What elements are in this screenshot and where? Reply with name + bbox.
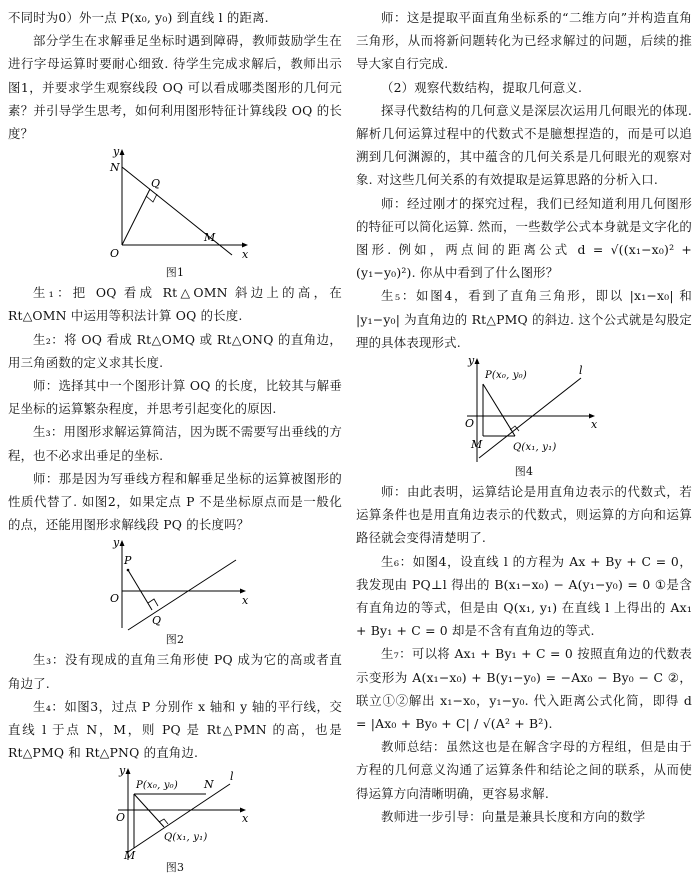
figure-1 [8,145,342,281]
paragraph: 不同时为0）外一点 P(x₀, y₀) 到直线 l 的距离. [8,10,269,25]
point-P [127,569,130,572]
figure-4-caption: 图4 [514,465,534,479]
paragraph: 师：那是因为写垂线方程和解垂足坐标的运算被图形的性质代替了. 如图2，如果定点 P 不是坐标原点而是一般化的点，还能用图形求解线段 PQ 的长度吗？ [8,470,342,533]
label-y: y [119,764,126,778]
right-column [356,6,692,828]
paragraph: 生₇：可以将 Ax₁ + By₁ + C = 0 按照直角边的代数表示变形为 A(x₁−x₀) + B(y₁−y₀) = −Ax₀ − By₀ − C ②，联立①②解出 x₁−x₀，y₁−y₀. 代入距离公式化简，即得 d = |Ax₀ + By₀ + C| / √(A² + B²). [356,646,692,732]
figure-3-caption: 图3 [165,861,185,875]
paragraph: 生₄：如图3，过点 P 分别作 x 轴和 y 轴的平行线，交直线 l 于点 N，M，则 PQ 是 Rt△PMN 的高，也是 Rt△PMQ 和 Rt△PNQ 的直角边. [8,698,342,761]
label-Q: Q [152,614,162,628]
label-M: M [124,849,136,863]
label-O: O [110,247,120,261]
paragraph: 生₃：没有现成的直角三角形使 PQ 成为它的高或者直角边了. [8,652,342,691]
y-axis-arrow [120,149,125,155]
paragraph: 师：由此表明，运算结论是用直角边表示的代数式，若运算条件也是用直角边表示的代数式，则运算的方向和运算路径就会变得清楚明了. [356,484,692,546]
paragraph: 生₃：用图形求解运算简洁，因为既不需要写出垂线的方程，也不必求出垂足的坐标. [8,424,342,463]
figure-3-diagram [100,764,250,863]
label-y: y [468,354,475,368]
figure-4 [356,354,692,480]
figure-3 [8,764,342,876]
figure-2-diagram [100,536,250,632]
label-y: y [113,536,120,550]
figure-1-caption: 图1 [165,266,185,280]
paragraph: 师：这是提取平面直角坐标系的“二维方向”并构造直角三角形，从而将新问题转化为已经求解过的问题，后续的推导大家自行完成. [356,10,692,72]
paragraph: 生₂：将 OQ 看成 Rt△OMQ 或 Rt△ONQ 的直角边，用三角函数的定义求其长度. [8,331,342,370]
paragraph: 师：选择其中一个图形计算 OQ 的长度，比较其与解垂足坐标的运算繁杂程度，并思考引起变化的原因. [8,378,342,417]
figure-4-diagram [449,354,599,464]
label-P: P(x₀, y₀) [485,370,527,382]
paragraph: 生₁：把 OQ 看成 Rt△OMN 斜边上的高，在 Rt△OMN 中运用等积法计算 OQ 的长度. [8,285,342,324]
x-axis-arrow [242,243,248,248]
label-N: N [204,778,214,792]
segment-PQ [483,384,515,436]
label-P: P(x₀, y₀) [136,780,178,792]
y-axis-arrow [120,540,125,546]
label-Q: Q [151,177,161,191]
segment-OQ [122,189,150,245]
paragraph: 生₆：如图4，设直线 l 的方程为 Ax + By + C = 0，我发现由 PQ⊥l 得出的 B(x₁−x₀) − A(y₁−y₀) = 0 ①是含有直角边的等式，但是由 Q(x₁, y₁) 在直线 l 上得出的 Ax₁ + By₁ + C = 0 却是不含有直角边的等式. [356,553,692,639]
label-x: x [242,248,249,262]
y-axis-arrow [126,768,131,774]
label-x: x [242,594,249,608]
label-O: O [465,417,475,431]
left-column [8,6,342,876]
label-O: O [116,811,126,825]
label-P: P [124,554,132,568]
label-O: O [110,592,120,606]
paragraph: 生₅：如图4，看到了直角三角形，即以 |x₁−x₀| 和 |y₁−y₀| 为直角边的 Rt△PMQ 的斜边. 这个公式就是勾股定理的具体表现形式. [356,288,692,350]
y-axis-arrow [475,358,480,364]
paragraph: 部分学生在求解垂足坐标时遇到障碍，教师鼓励学生在进行字母运算时要耐心细致. 待学生完成求解后，教师出示图1，并要求学生观察线段 OQ 可以看成哪类图形的几何元素？并引导学生思考，如何利用图形特征计算线段 OQ 的长度？ [8,33,342,142]
figure-2 [8,536,342,648]
label-M: M [471,438,483,452]
label-x: x [591,418,598,432]
line-l [128,560,236,630]
figure-2-caption: 图2 [165,633,185,647]
paragraph: 教师进一步引导：向量是兼具长度和方向的数学 [381,808,646,824]
label-M: M [204,231,216,245]
label-N: N [110,161,120,175]
paragraph: 教师总结：虽然这也是在解含字母的方程组，但是由于方程的几何意义沟通了运算条件和结论之间的联系，从而使得运算方向清晰明确，更容易求解. [356,739,692,801]
label-x: x [242,812,249,826]
paragraph: 探寻代数结构的几何意义是深层次运用几何眼光的体现. 解析几何运算过程中的代数式不是臆想捏造的，而是可以追溯到几何渊源的，其中蕴含的几何关系是几何眼光的观察对象. 对这些几何关系的有效提取是运算思路的分析入口. [356,102,692,188]
segment-PQ [128,570,152,610]
label-l: l [230,770,234,784]
x-axis-arrow [240,589,246,594]
right-angle-mark [146,194,157,202]
paragraph: 师：经过刚才的探究过程，我们已经知道利用几何图形的特征可以简化运算. 然而，一些数学公式本身就是文字化的图形. 例如，两点间的距离公式 d = √((x₁−x₀)² + (y₁−y₀)²). 你从中看到了什么图形？ [356,195,692,281]
label-Q: Q(x₁, y₁) [513,442,557,454]
section-heading: （2）观察代数结构，提取几何意义. [381,79,583,95]
figure-1-diagram [100,145,250,265]
label-y: y [113,145,120,159]
label-Q: Q(x₁, y₁) [164,832,208,844]
label-l: l [579,364,583,378]
